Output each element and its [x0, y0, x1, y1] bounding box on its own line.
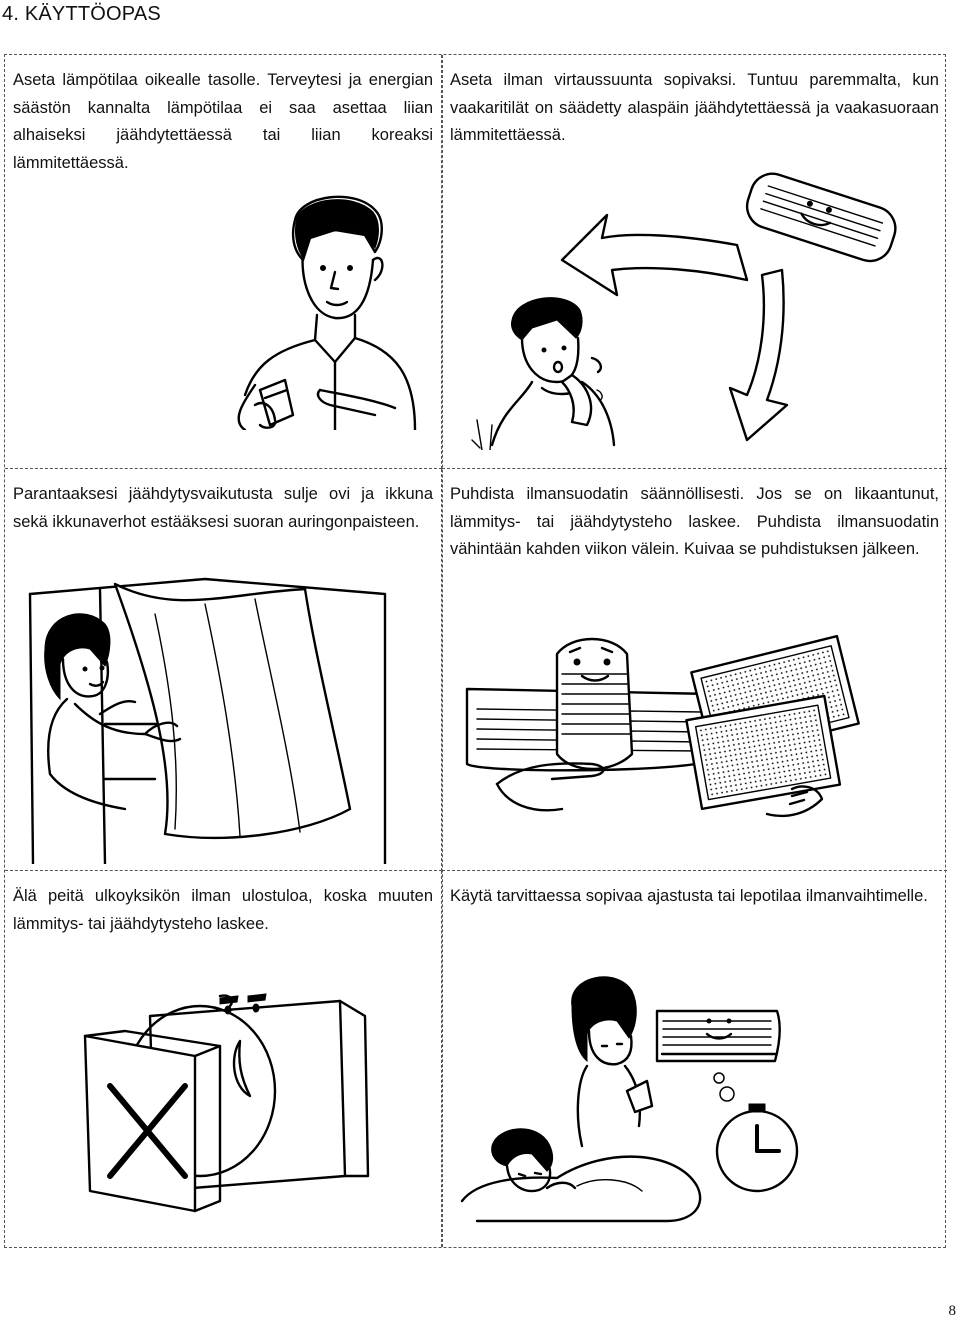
instruction-text: Puhdista ilmansuodatin säännöllisesti. Jos se on likaantunut, lämmitys- tai jäähdytysteho laskee. Puhdista ilmansuodatin vähintään kahden viikon välein. Kuivaa se puhdistuksen jälkeen. — [450, 485, 939, 558]
instruction-clean-filter — [442, 469, 947, 871]
instruction-outdoor-unit — [5, 871, 442, 1247]
instruction-text: Aseta ilman virtaussuunta sopivaksi. Tuntuu paremmalta, kun vaakaritilät on säädetty alaspäin jäähdytettäessä ja vaakasuoraan lämmitettäessä. — [450, 71, 939, 144]
sleep-timer-illustration — [457, 966, 807, 1236]
grid-divider — [442, 55, 443, 1247]
instruction-close-windows — [5, 469, 442, 871]
instruction-airflow — [442, 55, 947, 469]
instruction-temperature — [5, 55, 442, 469]
page-number: 8 — [948, 1303, 956, 1319]
blocked-outdoor-unit-illustration — [80, 976, 410, 1216]
instruction-text: Parantaaksesi jäähdytysvaikutusta sulje ovi ja ikkuna sekä ikkunaverhot estääksesi suoran auringonpaisteen. — [13, 485, 433, 531]
air-flow-illustration — [462, 160, 932, 450]
instruction-text: Älä peitä ulkoyksikön ilman ulostuloa, koska muuten lämmitys- tai jäähdytysteho laskee. — [13, 887, 433, 933]
instruction-grid — [4, 54, 946, 1248]
instruction-text: Aseta lämpötilaa oikealle tasolle. Terveytesi ja energian säästön kannalta lämpötilaa ei saa asettaa liian alhaiseksi jäähdytettäessä tai liian koreaksi lämmitettäessä. — [13, 71, 433, 172]
instruction-timer — [442, 871, 947, 1247]
instruction-text: Käytä tarvittaessa sopivaa ajastusta tai lepotilaa ilmanvaihtimelle. — [450, 887, 928, 905]
woman-closing-curtain-illustration — [5, 574, 435, 864]
man-with-remote-illustration — [215, 190, 475, 430]
page-title: 4. KÄYTTÖOPAS — [2, 3, 161, 25]
filter-cleaning-illustration — [462, 614, 882, 844]
